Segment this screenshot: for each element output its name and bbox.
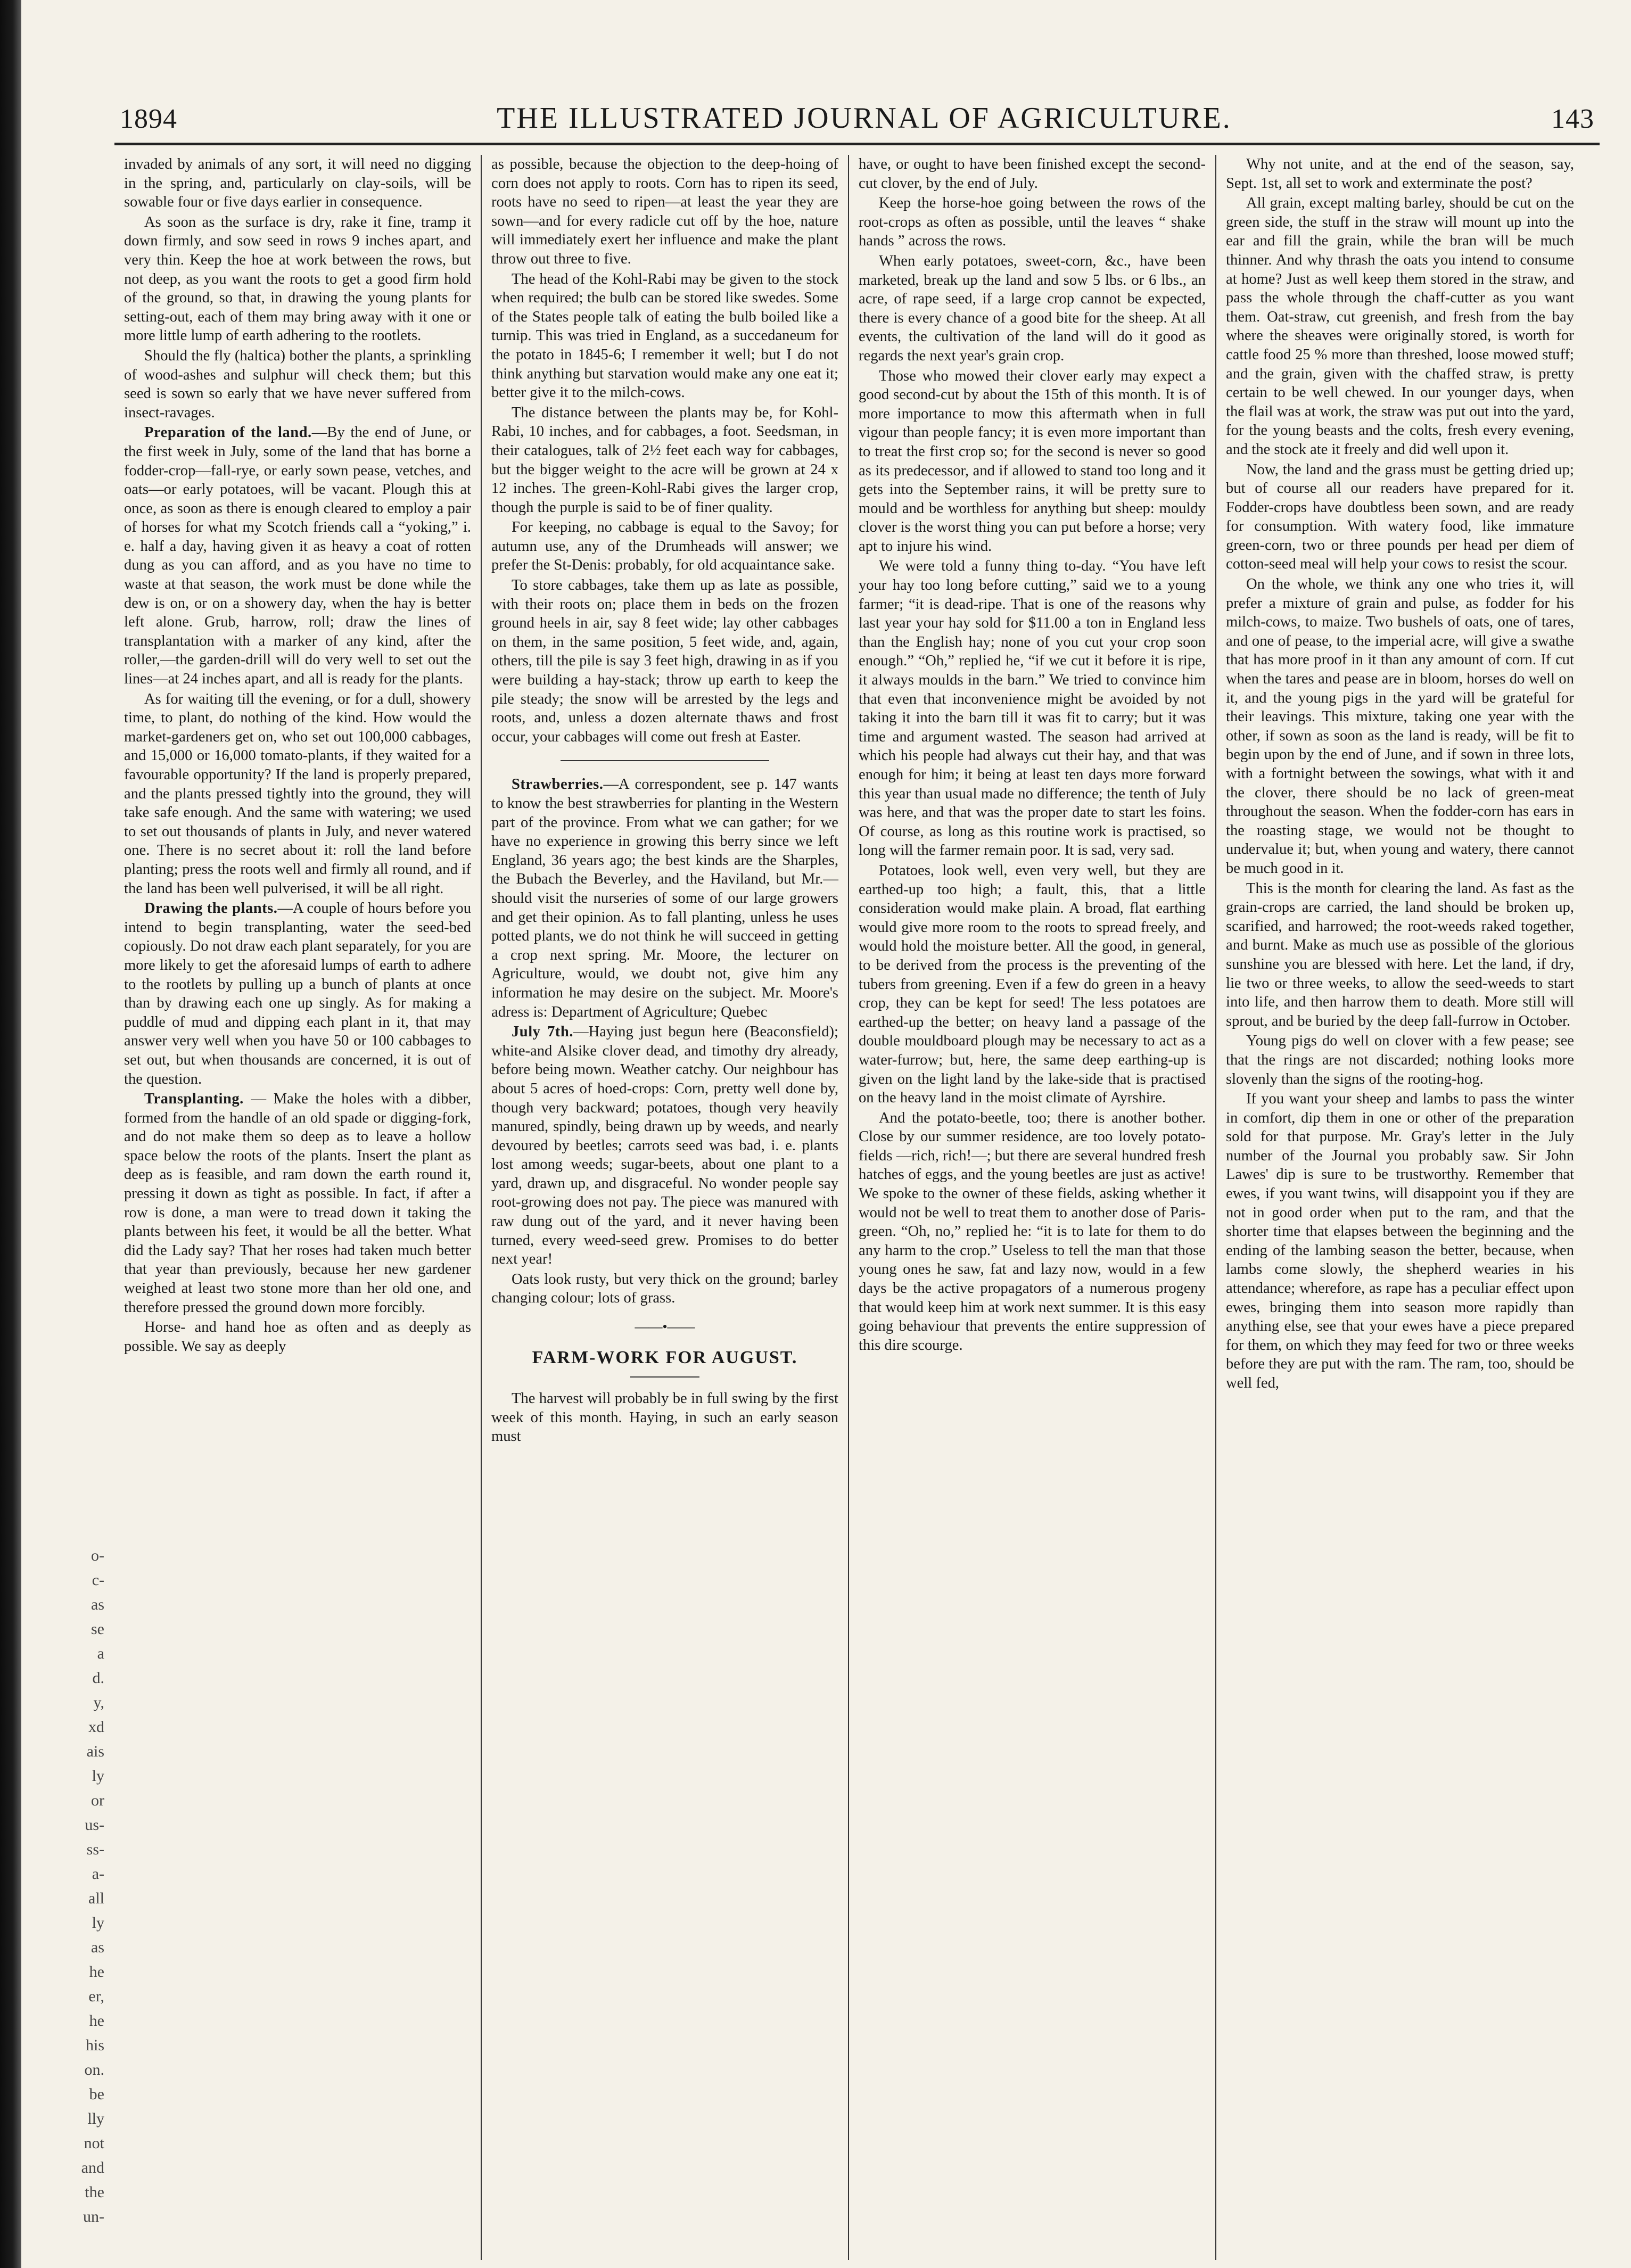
header-year: 1894 xyxy=(120,104,177,134)
headed-paragraph xyxy=(124,423,471,688)
paragraph-heading: Drawing the plants. xyxy=(144,900,278,917)
paragraph xyxy=(124,347,471,422)
paragraph-text: —By the end of June, or the first week in July, some of the land that has borne a fodder-crop—fall-rye, or early sown pease, vetches, and oats—or early potatoes, will be vacant. Plough this at once, as soon as there is enough cleared to employ a pair of horses for what my Scotch friends call a “yoking,” i. e. half a day, having given it as heavy a coat of rotten dung as you can afford, and as you have no time to waste at that season, the work must be done while the dew is on, or on a showery day, when the hay is better left alone. Grub, harrow, roll; draw the lines of transplantation with a marker of any kind, after the roller,—the garden-drill will do very well to set out the lines—at 24 inches apart, and all is ready for the plants. xyxy=(124,424,472,688)
paragraph-text: The head of the Kohl-Rabi may be given to the stock when required; the bulb can be stored like swedes. Some of the States people talk of eating the bulb boiled like a turnip. This was tried in England, as a succedaneum for the potato in 1845-6; I remember it well; but I do not think anything but starvation would make any one eat it; better give it to the milch-cows. xyxy=(491,270,838,401)
paragraph xyxy=(859,557,1206,860)
paragraph xyxy=(491,155,838,269)
paragraph-text: — Make the holes with a dibber, formed from the handle of an old spade or digging-fork, and do not make them so deep as to leave a hollow space below the roots of the plants. Insert the plant as deep as is feasible, and ram down the earth round it, pressing it down as tight as possible. In fact, if after a row is done, a man were to tread down it taking the plants between his feet, it would be all the better. What did the Lady say? That her roses had taken much better that year than previously, because her new gardener weighed at least two stone more than her old one, and therefore pressed the ground down more forcibly. xyxy=(124,1091,471,1316)
ornament-divider: ——•—— xyxy=(635,1319,695,1335)
paragraph-text: Oats look rusty, but very thick on the ground; barley changing colour; lots of grass. xyxy=(491,1271,838,1307)
paragraph-text: And the potato-beetle, too; there is another bother. Close by our summer residence, are too lovely potato-fields —rich, rich!—; but there are several hundred fresh hatches of eggs, and the young beetles are just as active! We spoke to the owner of these fields, asking whether it would not be well to treat them to another dose of Paris-green. “Oh, no,” replied he: “it is to late for them to do any harm to the crop.” Useless to tell the man that those young ones he saw, fat and lazy now, would in a few days be the active propagators of a numerous progeny that would keep him at work next summer. It is this easy going behaviour that prevents the entire suppression of this dire scourge. xyxy=(859,1109,1206,1354)
paragraph xyxy=(1226,1032,1574,1088)
paragraph xyxy=(124,690,471,898)
bleed-fragment: be xyxy=(89,2085,104,2103)
paragraph xyxy=(859,367,1206,556)
paragraph-text: Those who mowed their clover early may expect a good second-cut by about the 15th of this month. It is of more importance to mow this aftermath when in full vigour than people fancy; it is even more important than to treat the first crop so; for the second is never so good as its predecessor, and if allowed to stand too long and it gets into the September rains, it will be pretty sure to mould and be worthless for anything but sheep: mouldy clover is the worst thing you can put before a horse; very apt to injure his wind. xyxy=(859,367,1206,555)
paragraph xyxy=(1226,194,1574,459)
column-3 xyxy=(849,155,1216,2260)
headed-paragraph xyxy=(124,1090,471,1317)
bleed-fragment: all xyxy=(88,1890,104,1907)
paragraph-text: as possible, because the objection to the deep-hoing of corn does not apply to roots. Corn has to ripen its seed, roots have no seed to ripen—at least the year they are sown—and for every radicle cut off by the hoe, nature will immediately exert her influence and make the plant throw out three to five. xyxy=(491,156,838,267)
paragraph xyxy=(491,1389,838,1446)
paragraph xyxy=(859,155,1206,193)
bleed-fragment: se xyxy=(91,1620,104,1638)
headed-paragraph xyxy=(124,899,471,1088)
bleed-fragment: or xyxy=(91,1792,104,1809)
newspaper-page xyxy=(114,101,1600,2260)
paragraph xyxy=(1226,460,1574,574)
paragraph-heading: Transplanting. xyxy=(144,1091,244,1108)
paragraph-text: The distance between the plants may be, for Kohl-Rabi, 10 inches, and for cabbages, a foot. Seedsman, in their catalogues, talk of 2½ feet each way for cabbages, but the bigger weight to the acre will be grown at 24 x 12 inches. The green-Kohl-Rabi gives the larger crop, though the purple is said to be of finer quality. xyxy=(491,404,838,516)
bleed-fragment: ly xyxy=(92,1767,104,1785)
paragraph-text: This is the month for clearing the land. As fast as the grain-crops are carried, the land should be broken up, scarified, and harrowed; the root-weeds raked together, and burnt. Make as much use as possible of the glorious sunshine you are blessed with here. Let the land, if dry, lie two or three weeks, to allow the seed-weeds to start into life, and then harrow them to death. More still will sprout, and be buried by the deep fall-furrow in October. xyxy=(1226,880,1574,1029)
bleed-fragment: er, xyxy=(88,1987,104,2005)
paragraph-heading: July 7th. xyxy=(512,1024,573,1041)
paragraph xyxy=(1226,155,1574,193)
paragraph-text: When early potatoes, sweet-corn, &c., have been marketed, break up the land and sow 5 lbs. or 6 lbs., an acre, of rape seed, if a large crop cannot be expected, there is every chance of a good bite for the sheep. At all events, the cultivation of the land will do it good as regards the next year's grain crop. xyxy=(859,252,1206,364)
paragraph-text: On the whole, we think any one who tries it, will prefer a mixture of grain and pulse, as fodder for his milch-cows, to maize. Two bushels of oats, one of tares, and one of pease, to the imperial acre, will give a swathe that has more proof in it than any amount of corn. If cut when the tares and pease are in bloom, horses do well on it, and the young pigs in the yard will be grateful for their leavings. This mixture, taking one year with the other, if sown as soon as the land is ready, will be fit to begin upon by the end of June, and if sown in three lots, with a fortnight between the sowings, what with it and the clover, there should be no lack of green-meat throughout the season. When the fodder-corn has ears in the roasting stage, we would not be thought to undervalue it; but, when young and watery, there cannot be much good in it. xyxy=(1226,576,1574,877)
bleed-fragment: as xyxy=(91,1596,104,1613)
paragraph xyxy=(1226,1090,1574,1393)
section-heading: FARM-WORK FOR AUGUST. xyxy=(532,1347,798,1367)
headed-paragraph xyxy=(491,1022,838,1269)
paragraph-text: We were told a funny thing to-day. “You have left your hay too long before cutting,” said we to a young farmer; “it is dead-ripe. That is one of the reasons why last year your hay sold for $11.00 a ton in England less than the English hay; none of you cut your crop soon enough.” “Oh,” replied he, “if we cut it before it is ripe, it always moulds in the barn.” We tried to convince him that even that inconvenience might be avoided by not taking it into the barn till it was fit to carry; but it was time and argument wasted. The season had arrived at which his people had always cut their hay, and that was enough for him; it being at least ten days more forward this year than usual made no difference; the tenth of July was here, and that was the proper date to start les foins. Of course, as long as this routine work is practised, so long will the farmer remain poor. It is sad, very sad. xyxy=(859,558,1206,859)
paragraph xyxy=(491,518,838,575)
paragraph xyxy=(491,403,838,517)
bleed-fragment: on. xyxy=(84,2061,104,2079)
paragraph-text: All grain, except malting barley, should be cut on the green side, the stuff in the straw will mount up into the ear and fill the grain, while the bran will be much thinner. And why thrash the oats you intend to consume at home? Just as well keep them stored in the straw, and pass the whole through the chaff-cutter as you want them. Oat-straw, cut greenish, and fresh from the bay where the sheaves were originally stored, is worth for cattle food 25 % more than threshed, loose mowed stuff; and the grain, given with the chaffed straw, is pretty certain to be well chewed. In our younger days, when the flail was at work, the straw was put out into the yard, for the young beasts and the colts, fresh every evening, and the stock ate it freely and did well upon it. xyxy=(1226,195,1574,458)
bleed-fragment: us- xyxy=(85,1816,104,1834)
paragraph-text: To store cabbages, take them up as late as possible, with their roots on; place them in beds on the frozen ground heels in air, say 8 feet wide; lay other cabbages on them, in the same position, 5 feet wide, and, again, others, till the pile is say 3 feet high, drawing in as if you were building a hay-stack; throw up earth to keep the pile steady; the snow will be arrested by the legs and roots, and, unless a dozen alternate thaws and frost occur, your cabbages will come out fresh at Easter. xyxy=(491,577,838,745)
paragraph-text: invaded by animals of any sort, it will need no digging in the spring, and, particularly on clay-soils, will be sowable four or five days earlier in consequence. xyxy=(124,156,471,211)
paragraph-text: Horse- and hand hoe as often and as deeply as possible. We say as deeply xyxy=(124,1319,471,1355)
paragraph xyxy=(124,213,471,345)
paragraph-text: —A couple of hours before you intend to begin transplanting, water the seed-bed copiously. Do not draw each plant separately, for you are more likely to get the aforesaid lumps of earth to adhere to the rootlets by pulling up a bunch of plants at once than by drawing each one up singly. As for making a puddle of mud and dipping each plant in it, that may answer very well when you have 50 or 100 cabbages to set out, but when thousands are concerned, it is out of the question. xyxy=(124,900,471,1087)
adjacent-page-bleed xyxy=(24,1544,104,2229)
bleed-fragment: he xyxy=(89,1963,104,1981)
paragraph xyxy=(859,1109,1206,1355)
bleed-fragment: ss- xyxy=(86,1841,104,1858)
paragraph xyxy=(859,252,1206,366)
journal-title: THE ILLUSTRATED JOURNAL OF AGRICULTURE. xyxy=(497,102,1232,135)
paragraph-text: —Haying just begun here (Beaconsfield); white-and Alsike clover dead, and timothy dry already, before being mown. Weather catchy. Our neighbour has about 5 acres of hoed-crops: Corn, pretty well done by, though very backward; potatoes, though very heavily manured, spindly, being drawn up by weeds, and nearly devoured by beetles; carrots seed was bad, i. e. plants lost among weeds; sugar-beets, about one plant to a yard, drawn up, and disgraceful. No wonder people say root-growing does not pay. The piece was manured with raw dung out of the yard, and it never having been turned, every weed-seed grew. Promises to do better next year! xyxy=(491,1024,838,1268)
paragraph-text: Keep the horse-hoe going between the rows of the root-crops as often as possible, until the leaves “ shake hands ” across the rows. xyxy=(859,195,1206,250)
paragraph xyxy=(859,861,1206,1108)
paragraph-text: If you want your sheep and lambs to pass the winter in comfort, dip them in one or other of the preparation sold for that purpose. Mr. Gray's letter in the July number of the Journal you probably saw. Sir John Lawes' dip is sure to be trustworthy. Remember that ewes, if you want twins, will disappoint you if they are not in good order when put to the ram, and that the shorter time that elapses between the beginning and the ending of the lambing season the better, because, when lambs come slowly, the shepherd wearies in his attendance; wherefore, as rape has a peculiar effect upon ewes, bringing them into season more rapidly than anything else, see that your ewes have a piece prepared for them, on which they may feed for two or three weeks before they are put with the ram. The ram, too, should be well fed, xyxy=(1226,1091,1574,1391)
column-2 xyxy=(482,155,849,2260)
paragraph-text: For keeping, no cabbage is equal to the Savoy; for autumn use, any of the Drumheads will answer; we prefer the St-Denis: probably, for old acquaintance sake. xyxy=(491,519,838,574)
heading-underline xyxy=(630,1376,699,1378)
paragraph-text: Young pigs do well on clover with a few pease; see that the rings are not discarded; nothing looks more slovenly than the signs of the rooting-hog. xyxy=(1226,1033,1574,1087)
column-4 xyxy=(1216,155,1584,2260)
text-columns xyxy=(114,155,1600,2260)
bleed-fragment: he xyxy=(89,2012,104,2030)
bleed-fragment: and xyxy=(81,2159,104,2176)
paragraph-text: Now, the land and the grass must be getting dried up; but of course all our readers have prepared for it. Fodder-crops have doubtless been sown, and are ready for consumption. With watery food, like immature green-corn, two or three pounds per head per diem of cotton-seed meal will help your cows to resist the scour. xyxy=(1226,461,1574,573)
paragraph-text: As soon as the surface is dry, rake it fine, tramp it down firmly, and sow seed in rows 9 inches apart, and very thin. Keep the hoe at work between the rows, but not deep, as you want the roots to get a good firm hold of the ground, so that, in drawing the young plants for setting-out, each of them may bring away with it one or more little lump of earth adhering to the rootlets. xyxy=(124,213,471,344)
paragraph-text: Potatoes, look well, even very well, but they are earthed-up too high; a fault, this, that a little consideration would make plain. A broad, flat earthing would give more room to the roots to spread freely, and would hold the moisture better. All the good, in general, to be derived from the process is the preventing of the tubers from greening. Even if a few do green in a heavy crop, they can be kept for seed! The less potatoes are earthed-up the better; on heavy land a passage of the double mouldboard plough may be necessary to act as a water-furrow; but, here, the same deep earthing-up is given on the light land by the lake-side that is practised on the heavy land in the moist climate of Ayrshire. xyxy=(859,862,1206,1107)
bleed-fragment: d. xyxy=(92,1669,104,1687)
page-number: 143 xyxy=(1551,104,1594,134)
bleed-fragment: a xyxy=(97,1645,104,1662)
paragraph xyxy=(491,1270,838,1308)
paragraph-heading: Strawberries. xyxy=(512,776,604,793)
paragraph-text: have, or ought to have been finished except the second-cut clover, by the end of July. xyxy=(859,156,1206,192)
bleed-fragment: his xyxy=(85,2036,104,2054)
paragraph-heading: Preparation of the land. xyxy=(144,424,312,441)
bleed-fragment: the xyxy=(85,2183,104,2201)
bleed-fragment: c- xyxy=(92,1571,104,1589)
bleed-fragment: not xyxy=(84,2134,104,2152)
bleed-fragment: y, xyxy=(93,1694,104,1711)
paragraph xyxy=(124,1318,471,1356)
column-1 xyxy=(114,155,482,2260)
bleed-fragment: xd xyxy=(88,1718,104,1736)
paragraph xyxy=(1226,575,1574,878)
section-divider xyxy=(561,760,769,761)
bleed-fragment: lly xyxy=(87,2110,104,2127)
paragraph-text: Should the fly (haltica) bother the plants, a sprinkling of wood-ashes and sulphur will check them; but this seed is sown so early that we have never suffered from insect-ravages. xyxy=(124,347,471,421)
bleed-fragment: a- xyxy=(92,1865,104,1883)
paragraph xyxy=(491,270,838,402)
bleed-fragment: un- xyxy=(83,2208,104,2225)
page-header xyxy=(114,101,1600,145)
paragraph-text: As for waiting till the evening, or for a dull, showery time, to plant, do nothing of the kind. How would the market-gardeners get on, who set out 100,000 cabbages, and 15,000 or 16,000 tomato-plants, if they waited for a favourable opportunity? If the land is properly prepared, and the plants pressed tightly into the ground, they will take safe enough. And the same with watering; we used to set out thousands of plants in July, and never watered one. There is no secret about it: roll the land before planting; press the roots well and firmly all round, and if the land has been well pulverised, it will be all right. xyxy=(124,690,471,897)
paragraph-text: The harvest will probably be in full swing by the first week of this month. Haying, in such an early season must xyxy=(491,1390,838,1445)
bleed-fragment: ais xyxy=(86,1743,104,1760)
headed-paragraph xyxy=(491,775,838,1021)
paragraph xyxy=(1226,879,1574,1031)
paragraph-text: Why not unite, and at the end of the season, say, Sept. 1st, all set to work and exterminate the post? xyxy=(1226,156,1574,192)
bleed-fragment: ly xyxy=(92,1914,104,1932)
bleed-fragment: as xyxy=(91,1939,104,1956)
paragraph xyxy=(491,576,838,746)
paragraph-text: —A correspondent, see p. 147 wants to know the best strawberries for planting in the Western part of the province. From what we can gather; for we have no experience in growing this berry since we left England, 36 years ago; the best kinds are the Sharples, the Bubach the Beverley, and the Haviland, but Mr.—should visit the nurseries of some of our large growers and get their opinion. As to fall planting, unless he uses potted plants, we do not think he will succeed in getting a crop next spring. Mr. Moore, the lecturer on Agriculture, would, we doubt not, give him any information he may desire on the subject. Mr. Moore's adress is: Department of Agriculture; Quebec xyxy=(491,776,838,1020)
paragraph xyxy=(124,155,471,212)
bleed-fragment: o- xyxy=(91,1547,104,1564)
binding-spine xyxy=(0,0,21,2268)
paragraph xyxy=(859,194,1206,251)
